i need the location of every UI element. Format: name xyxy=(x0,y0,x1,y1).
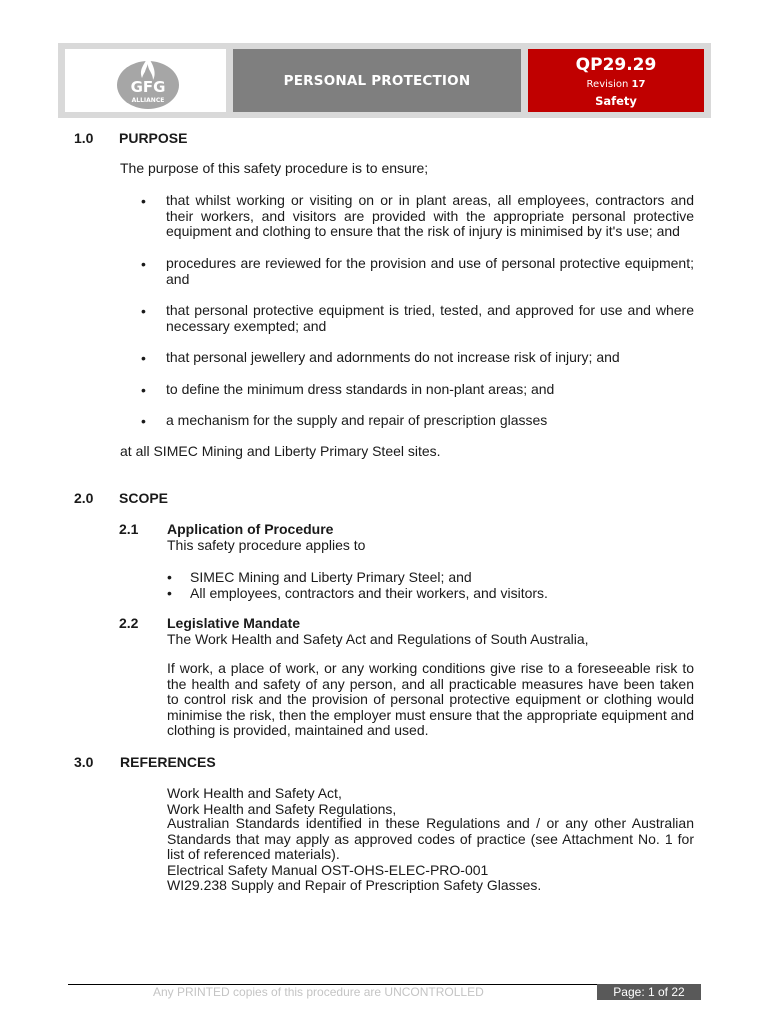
subsection-title-application: Application of Procedure xyxy=(167,521,334,537)
document-header xyxy=(58,43,711,118)
document-code-box xyxy=(528,49,704,112)
legislative-paragraph: If work, a place of work, or any working conditions give rise to a foreseeable risk to the health and safety of any person, and all practicable measures have been taken to control risk and the provision of personal protective equipment or clothing would minimise the risk, then the employer must ensure that the appropriate equipment and clothing is provided, maintained and used. xyxy=(167,660,694,738)
footer-uncontrolled-note: Any PRINTED copies of this procedure are UNCONTROLLED xyxy=(153,985,484,999)
section-title-scope: SCOPE xyxy=(119,490,169,506)
section-number-scope: 2.0 xyxy=(74,490,94,506)
logo-subtext: ALLIANCE xyxy=(131,97,165,104)
bullet-marker: • xyxy=(141,256,146,272)
bullet-marker: • xyxy=(141,193,146,209)
bullet-marker: • xyxy=(167,585,172,601)
section-title-purpose: PURPOSE xyxy=(119,130,188,146)
revision-number: 17 xyxy=(631,79,646,90)
bullet-marker: • xyxy=(141,303,146,319)
application-bullet-1: SIMEC Mining and Liberty Primary Steel; and xyxy=(190,569,472,585)
reference-item: Work Health and Safety Act, xyxy=(167,785,342,801)
bullet-marker: • xyxy=(141,382,146,398)
subsection-number-legislative: 2.2 xyxy=(119,615,139,631)
application-bullet-2: All employees, contractors and their workers, and visitors. xyxy=(190,585,548,601)
reference-item: Work Health and Safety Regulations, xyxy=(167,801,397,817)
bullet-marker: • xyxy=(141,413,146,429)
purpose-bullet-2: procedures are reviewed for the provision and use of personal protective equipment; and xyxy=(166,255,694,287)
reference-item: Australian Standards identified in these Regulations and / or any other Australian Standards that may apply as approved codes of practice (see Attachment No. 1 for list of referenced materials). xyxy=(167,815,694,862)
subsection-title-legislative: Legislative Mandate xyxy=(167,615,301,631)
purpose-bullet-5: to define the minimum dress standards in non-plant areas; and xyxy=(166,381,555,397)
purpose-bullet-6: a mechanism for the supply and repair of prescription glasses xyxy=(166,412,548,428)
purpose-bullet-4: that personal jewellery and adornments do not increase risk of injury; and xyxy=(166,349,620,365)
page-number: Page: 1 of 22 xyxy=(597,984,701,1000)
purpose-bullet-1: that whilst working or visiting on or in plant areas, all employees, contractors and their workers, and visitors are provided with the appropriate personal protective equipment and clothing to ensure that the risk of injury is minimised by it's use; and xyxy=(166,192,694,239)
reference-item: WI29.238 Supply and Repair of Prescription Safety Glasses. xyxy=(167,877,542,893)
section-title-references: REFERENCES xyxy=(120,754,216,770)
document-category: Safety xyxy=(595,94,637,108)
revision-label: Revision xyxy=(586,79,629,90)
legislative-text: The Work Health and Safety Act and Regulations of South Australia, xyxy=(167,631,589,647)
document-code: QP29.29 xyxy=(575,55,657,75)
section-number-references: 3.0 xyxy=(74,754,94,770)
gfg-logo xyxy=(115,54,181,110)
section-number-purpose: 1.0 xyxy=(74,130,94,146)
logo-text: GFG xyxy=(130,78,166,96)
purpose-intro: The purpose of this safety procedure is to ensure; xyxy=(120,160,429,176)
logo-box xyxy=(65,49,226,112)
bullet-marker: • xyxy=(141,350,146,366)
purpose-closing: at all SIMEC Mining and Liberty Primary Steel sites. xyxy=(120,443,441,459)
subsection-number-application: 2.1 xyxy=(119,521,139,537)
purpose-bullet-3: that personal protective equipment is tried, tested, and approved for use and where necessary exempted; and xyxy=(166,302,694,334)
revision xyxy=(528,79,704,90)
bullet-marker: • xyxy=(167,569,172,585)
reference-item: Electrical Safety Manual OST-OHS-ELEC-PRO-001 xyxy=(167,862,489,878)
application-text: This safety procedure applies to xyxy=(167,537,366,553)
title-box xyxy=(233,49,521,112)
document-title: PERSONAL PROTECTION xyxy=(283,72,471,89)
